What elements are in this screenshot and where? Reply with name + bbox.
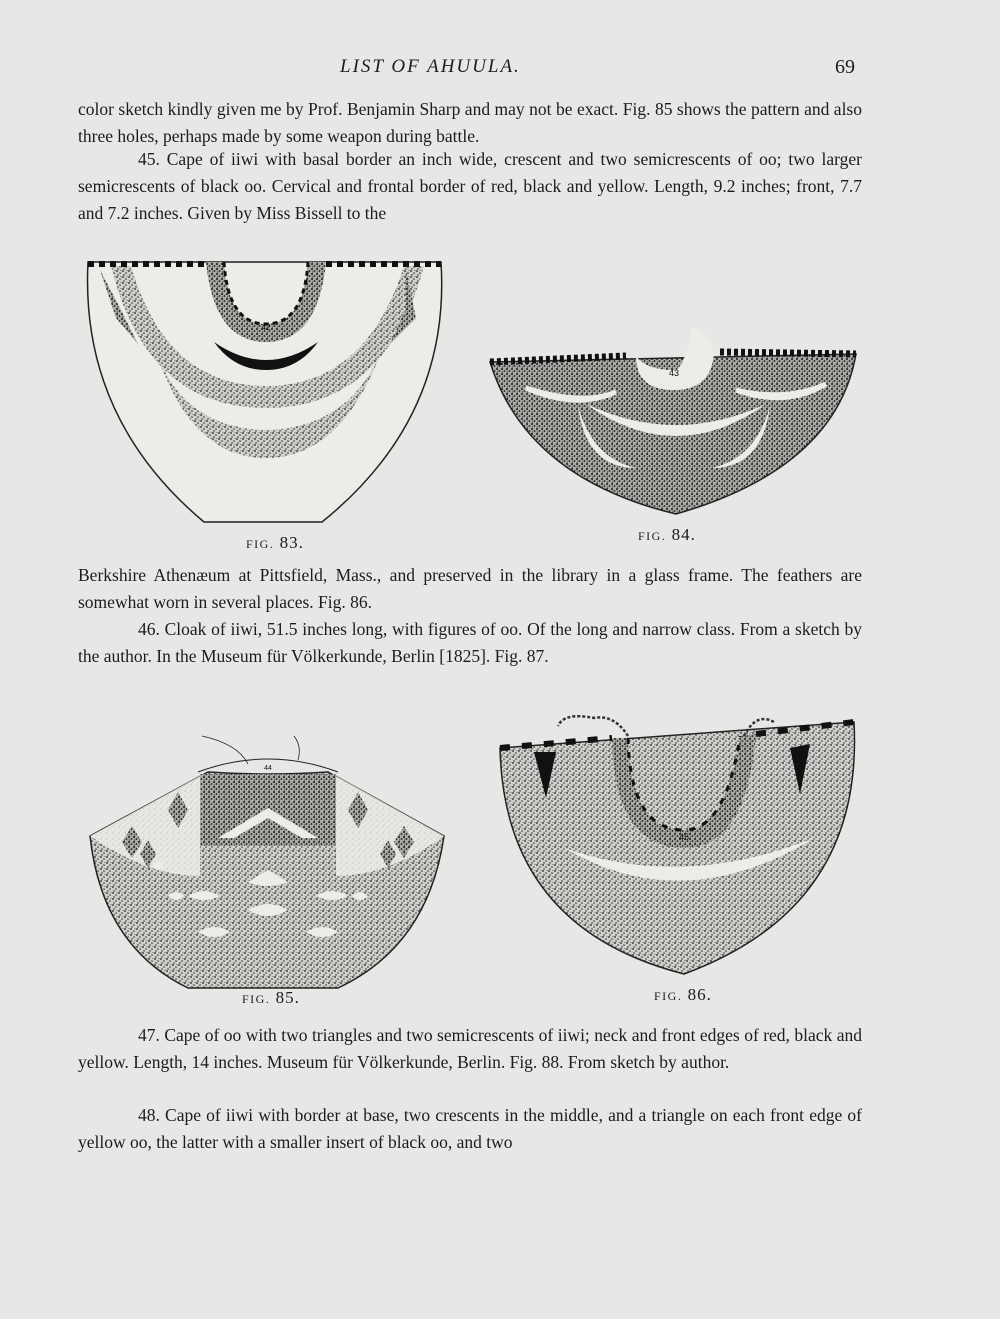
- figure-83-cape-illustration: [86, 258, 446, 524]
- figure-84-caption-prefix: FIG.: [638, 529, 667, 543]
- paragraph-continuation: color sketch kindly given me by Prof. Benjamin Sharp and may not be exact. Fig. 85 shows the pattern and also three holes, perhaps made by some weapon during battle.: [78, 99, 862, 146]
- figure-85-caption: [242, 988, 300, 1008]
- running-head: [0, 56, 1000, 86]
- figure-84-caption: [638, 525, 696, 545]
- figure-85-plate-number: 44: [264, 765, 272, 772]
- figure-84-plate-number: 43: [668, 368, 680, 378]
- figure-86-caption: [654, 985, 712, 1005]
- paragraph-item-45-continued: Berkshire Athenæum at Pittsfield, Mass., and preserved in the library in a glass frame. The feathers are somewhat worn in several places. Fig. 86.: [78, 565, 862, 612]
- figure-86-cape-illustration: [494, 708, 864, 978]
- running-title: LIST OF AHUULA.: [340, 56, 521, 77]
- figure-86-plate-number: 45: [678, 832, 690, 842]
- paragraph-item-46: 46. Cloak of iiwi, 51.5 inches long, with figures of oo. Of the long and narrow class. From a sketch by the author. In the Museum für Völkerkunde, Berlin [1825]. Fig. 87.: [78, 619, 862, 666]
- figure-84-cape-illustration: [486, 318, 860, 518]
- figure-83-caption-prefix: FIG.: [246, 537, 275, 551]
- figure-85-caption-number: 85.: [275, 988, 300, 1007]
- figure-83-caption-number: 83.: [279, 533, 304, 552]
- paragraph-item-45: 45. Cape of iiwi with basal border an inch wide, crescent and two semicrescents of oo; two larger semicrescents of black oo. Cervical and frontal border of red, black and yellow. Length, 9.2 inches; front, 7.7 and 7.2 inches. Given by Miss Bissell to the: [78, 149, 862, 223]
- figure-86-caption-prefix: FIG.: [654, 989, 683, 1003]
- paragraph-item-48: 48. Cape of iiwi with border at base, two crescents in the middle, and a triangle on each front edge of yellow oo, the latter with a smaller insert of black oo, and two: [78, 1105, 862, 1152]
- figure-83-plate-number: 42: [261, 323, 271, 332]
- figure-85-caption-prefix: FIG.: [242, 992, 271, 1006]
- page-number: 69: [835, 56, 855, 78]
- figure-86-caption-number: 86.: [687, 985, 712, 1004]
- figure-85-cape-illustration: [88, 736, 448, 990]
- paragraph-item-47: 47. Cape of oo with two triangles and two semicrescents of iiwi; neck and front edges of red, black and yellow. Length, 14 inches. Museum für Völkerkunde, Berlin. Fig. 88. From sketch by author.: [78, 1025, 862, 1072]
- figure-83-caption: [246, 533, 304, 553]
- figure-84-caption-number: 84.: [671, 525, 696, 544]
